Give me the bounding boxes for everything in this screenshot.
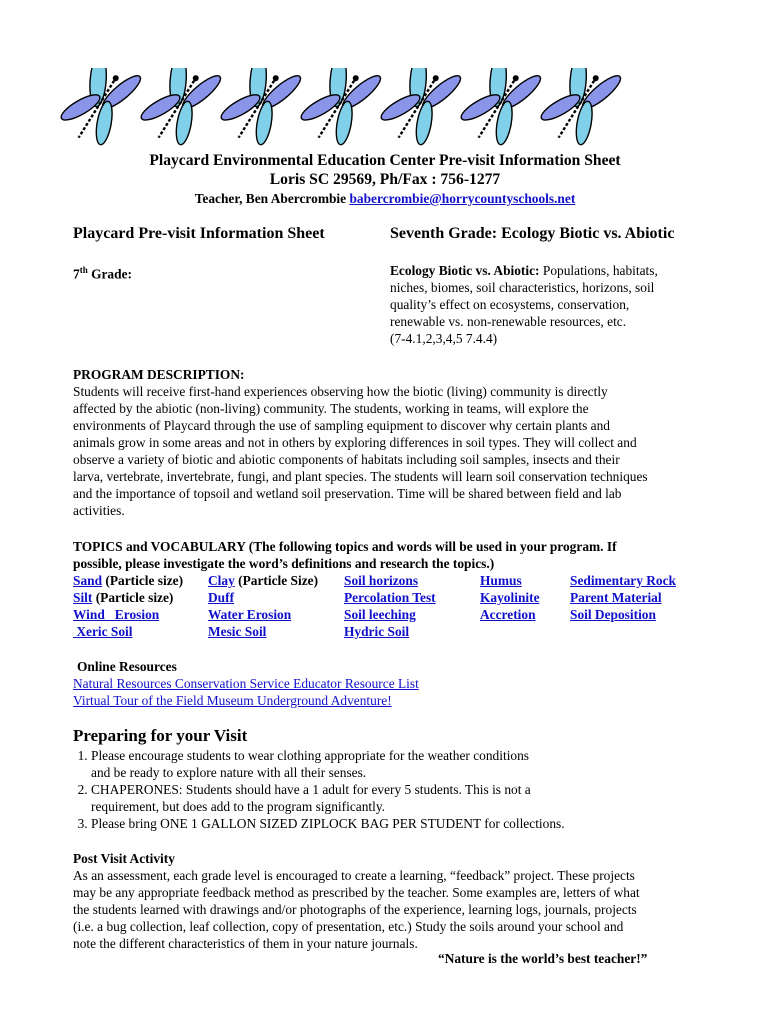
program-line: and the importance of topsoil and wetland soil preservation. Time will be shared between field and lab — [73, 486, 622, 501]
vocabulary-link[interactable]: Silt — [73, 590, 93, 605]
vocabulary-cell — [73, 589, 208, 606]
vocabulary-link[interactable]: Mesic Soil — [208, 624, 267, 639]
preparing-item: 3. Please bring ONE 1 GALLON SIZED ZIPLOCK BAG PER STUDENT for collections. — [91, 815, 713, 832]
vocabulary-table — [73, 572, 700, 640]
online-heading: Online Resources — [77, 659, 177, 674]
topics-section: TOPICS and VOCABULARY (The following topics and words will be used in your program. If possible, please investigate the word’s definitions and research the topics.) Sand (Particle size) Clay (Particle Size) Soil horizons Humus Sedimentary Rock Silt (Particle size) Duff Percolation Test Kayolinite Parent Material Wind Erosion Water Erosion Soil leeching Accretion Soil Deposition Xeric Soil Mesic Soil Hydric Soil — [73, 538, 713, 640]
vocabulary-link[interactable]: Wind Erosion — [73, 607, 160, 622]
dragonfly-icon — [220, 68, 306, 148]
post-visit-section — [73, 850, 713, 952]
vocabulary-cell — [480, 606, 570, 623]
online-resources — [73, 658, 713, 709]
vocabulary-cell — [208, 572, 344, 589]
address-line: Loris SC 29569, Ph/Fax : 756-1277 — [269, 171, 501, 188]
vocabulary-link[interactable]: Hydric Soil — [344, 624, 410, 639]
vocabulary-cell — [208, 623, 344, 640]
vocabulary-cell — [480, 623, 570, 640]
preparing-item: 1. Please encourage students to wear clothing appropriate for the weather conditions and be ready to explore nature with all their senses. — [91, 747, 713, 781]
vocabulary-link[interactable]: Clay — [208, 573, 235, 588]
vocabulary-link[interactable]: Humus — [480, 573, 522, 588]
post-line: note the different characteristics of them in your nature journals. — [73, 936, 418, 951]
left-heading: Playcard Pre-visit Information Sheet — [73, 225, 325, 242]
vocabulary-link[interactable]: Soil Deposition — [570, 607, 656, 622]
vocabulary-link[interactable]: Water Erosion — [208, 607, 292, 622]
vocabulary-link[interactable]: Soil horizons — [344, 573, 419, 588]
vocabulary-cell — [480, 572, 570, 589]
dragonfly-icon — [380, 68, 466, 148]
vocabulary-note: (Particle Size) — [234, 573, 319, 588]
dragonfly-icon — [60, 68, 146, 148]
vocabulary-cell — [570, 572, 700, 589]
nrcs-resource-link[interactable]: Natural Resources Conservation Service Educator Resource List — [73, 676, 419, 691]
post-heading: Post Visit Activity — [73, 851, 175, 866]
preparing-list — [73, 747, 713, 832]
post-line: As an assessment, each grade level is encouraged to create a learning, “feedback” project. These projects — [73, 868, 635, 883]
program-heading: PROGRAM DESCRIPTION: — [73, 367, 245, 382]
vocabulary-row — [73, 572, 700, 589]
program-line: environments of Playcard through the use of sampling equipment to discover why certain plants and — [73, 418, 610, 433]
program-line: observe a variety of biotic and abiotic components of habitats including soil samples, insects and their — [73, 452, 620, 467]
vocabulary-link[interactable]: Duff — [208, 590, 235, 605]
vocabulary-link[interactable]: Parent Material — [570, 590, 662, 605]
program-line: animals grow in some areas and not in others by exploring differences in soil types. They will collect and — [73, 435, 637, 450]
program-line: affected by the abiotic (non-living) community. The students, working in teams, will explore the — [73, 401, 589, 416]
vocabulary-cell — [570, 606, 700, 623]
dragonfly-icon — [300, 68, 386, 148]
vocabulary-link[interactable]: Percolation Test — [344, 590, 436, 605]
post-line: (i.e. a bug collection, leaf collection, copy of presentation, etc.) Study the soils around your school and — [73, 919, 624, 934]
vocabulary-cell — [570, 623, 700, 640]
vocabulary-note: (Particle size) — [92, 590, 174, 605]
vocabulary-row — [73, 606, 700, 623]
vocabulary-row — [73, 589, 700, 606]
program-line: activities. — [73, 503, 125, 518]
vocabulary-link[interactable]: Accretion — [480, 607, 536, 622]
ecology-description: Ecology Biotic vs. Abiotic: Populations, habitats, niches, biomes, soil characteristics, horizons, soil quality’s effect on ecosystems, conservation, renewable vs. non-renewable resources, etc. (7-4.1,2,3,4,5 7.4.4) — [390, 263, 658, 346]
vocabulary-note: (Particle size) — [102, 573, 184, 588]
teacher-email-link[interactable]: babercrombie@horrycountyschools.net — [349, 191, 576, 206]
vocabulary-cell — [344, 572, 480, 589]
closing-quote: “Nature is the world’s best teacher!” — [438, 951, 648, 966]
teacher-label: Teacher, Ben Abercrombie — [194, 191, 347, 206]
vocabulary-row — [73, 623, 700, 640]
program-line: larva, vertebrate, invertebrate, fungi, and plant species. The students will learn soil conservation techniques — [73, 469, 648, 484]
vocabulary-cell — [73, 606, 208, 623]
post-line: may be any appropriate feedback method as prescribed by the teacher. Some examples are, letters of what — [73, 885, 640, 900]
preparing-heading: Preparing for your Visit — [73, 726, 248, 745]
dragonfly-icon — [540, 68, 626, 148]
vocabulary-link[interactable]: Sand — [73, 573, 103, 588]
vocabulary-link[interactable]: Kayolinite — [480, 590, 540, 605]
vocabulary-cell — [208, 606, 344, 623]
right-heading: Seventh Grade: Ecology Biotic vs. Abiotic — [390, 225, 675, 242]
dragonfly-icon — [460, 68, 546, 148]
program-line: Students will receive first-hand experiences observing how the biotic (living) community is directly — [73, 384, 608, 399]
vocabulary-cell — [344, 589, 480, 606]
teacher-line — [0, 190, 770, 207]
vocabulary-link[interactable]: Soil leeching — [344, 607, 416, 622]
vocabulary-cell — [570, 589, 700, 606]
vocabulary-cell — [73, 623, 208, 640]
vocabulary-link[interactable]: Xeric Soil — [73, 624, 133, 639]
vocabulary-link[interactable]: Sedimentary Rock — [570, 573, 677, 588]
vocabulary-cell — [73, 572, 208, 589]
post-line: the students learned with drawings and/or photographs of the experience, learning logs, journals, projects — [73, 902, 637, 917]
vocabulary-cell — [208, 589, 344, 606]
program-description — [73, 366, 713, 519]
preparing-item: 2. CHAPERONES: Students should have a 1 adult for every 5 students. This is not a requirement, but does add to the program significantly. — [91, 781, 713, 815]
dragonfly-banner — [60, 68, 640, 148]
vocabulary-cell — [344, 606, 480, 623]
vocabulary-cell — [344, 623, 480, 640]
dragonfly-icon — [140, 68, 226, 148]
vocabulary-cell — [480, 589, 570, 606]
page-title: Playcard Environmental Education Center Pre-visit Information Sheet — [149, 152, 621, 169]
grade-label: 7th Grade: — [73, 265, 132, 282]
field-museum-link[interactable]: Virtual Tour of the Field Museum Underground Adventure! — [73, 693, 392, 708]
